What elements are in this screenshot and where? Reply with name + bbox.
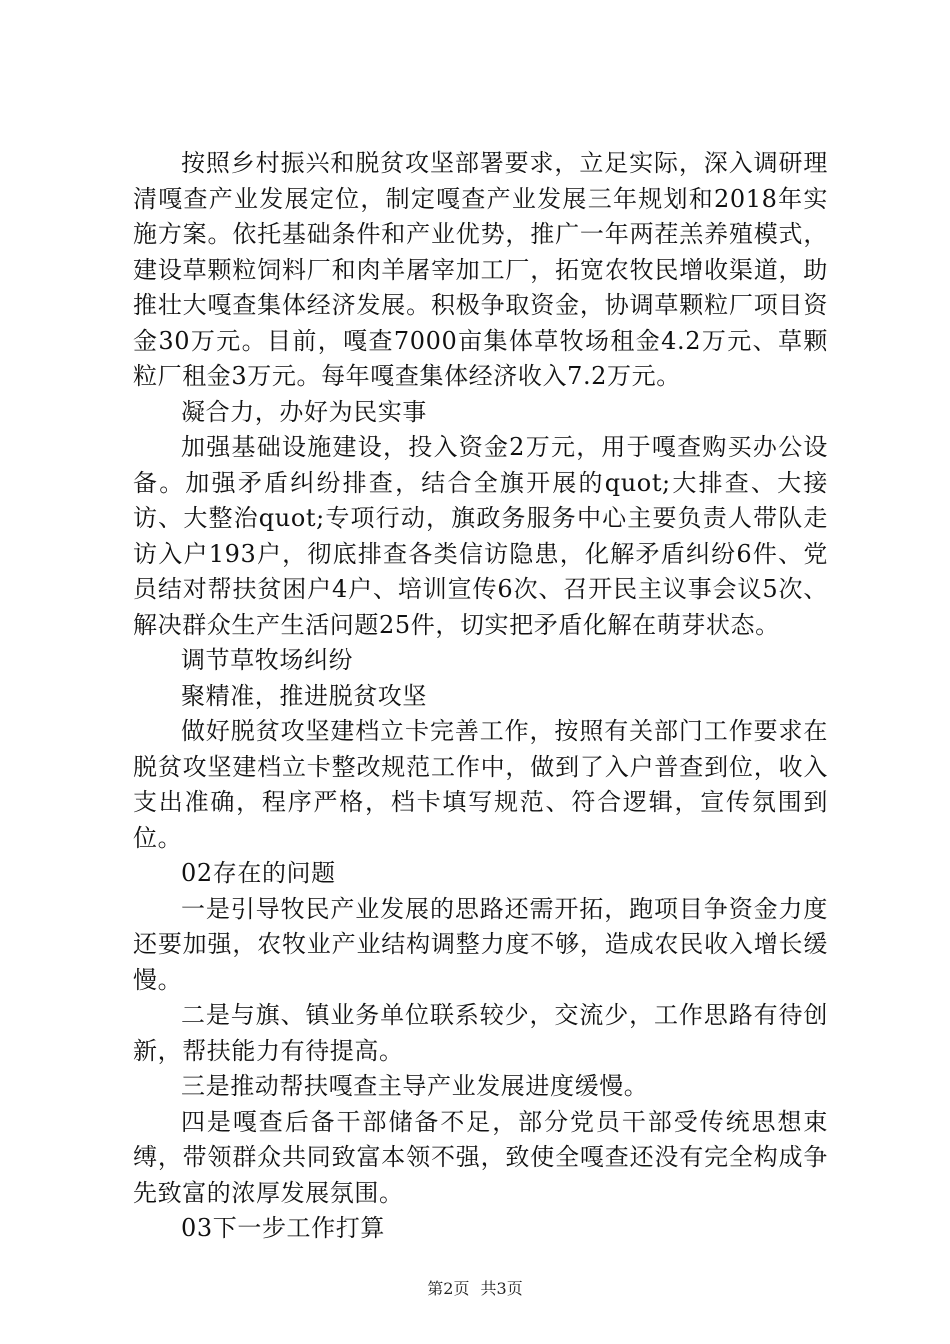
- document-body: [133, 146, 828, 1247]
- problem-item-2: 二是与旗、镇业务单位联系较少，交流少，工作思路有待创新，帮扶能力有待提高。: [133, 1001, 828, 1065]
- heading-existing-problems: 02存在的问题: [181, 859, 336, 887]
- problem-item-3: 三是推动帮扶嘎查主导产业发展进度缓慢。: [181, 1072, 649, 1100]
- heading-poverty-alleviation: 聚精准，推进脱贫攻坚: [181, 681, 427, 710]
- paragraph-collective-economy: 按照乡村振兴和脱贫攻坚部署要求，立足实际，深入调研理清嘎查产业发展定位，制定嘎查产业发展三年规划和2018年实施方案。依托基础条件和产业优势，推广一年两茬羔养殖模式，建设草颗粒饲料厂和肉羊屠宰加工厂，拓宽农牧民增收渠道，助推壮大嘎查集体经济发展。积极争取资金，协调草颗粒厂项目资金30万元。目前，嘎查7000亩集体草牧场租金4.2万元、草颗粒厂租金3万元。每年嘎查集体经济收入7.2万元。: [133, 149, 828, 390]
- heading-next-steps: 03下一步工作打算: [181, 1214, 385, 1242]
- heading-grassland-dispute: 调节草牧场纠纷: [181, 646, 354, 674]
- page-number-current: 第2页: [427, 1279, 470, 1298]
- page-footer: [0, 1276, 950, 1299]
- problem-item-4: 四是嘎查后备干部储备不足，部分党员干部受传统思想束缚，带领群众共同致富本领不强，致使全嘎查还没有完全构成争先致富的浓厚发展氛围。: [133, 1107, 828, 1207]
- page-number-total: 共3页: [480, 1279, 523, 1298]
- problem-item-1: 一是引导牧民产业发展的思路还需开拓，跑项目争资金力度还要加强，农牧业产业结构调整力度不够，造成农民收入增长缓慢。: [133, 894, 828, 994]
- heading-unite-strength: 凝合力，办好为民实事: [181, 397, 427, 426]
- paragraph-infrastructure: 加强基础设施建设，投入资金2万元，用于嘎查购买办公设备。加强矛盾纠纷排查，结合全旗开展的quot;大排查、大接访、大整治quot;专项行动，旗政务服务中心主要负责人带队走访入户193户，彻底排查各类信访隐患，化解矛盾纠纷6件、党员结对帮扶贫困户4户、培训宣传6次、召开民主议事会议5次、解决群众生产生活问题25件，切实把矛盾化解在萌芽状态。: [133, 433, 828, 639]
- paragraph-archive-work: 做好脱贫攻坚建档立卡完善工作，按照有关部门工作要求在脱贫攻坚建档立卡整改规范工作中，做到了入户普查到位，收入支出准确，程序严格，档卡填写规范、符合逻辑，宣传氛围到位。: [133, 717, 828, 852]
